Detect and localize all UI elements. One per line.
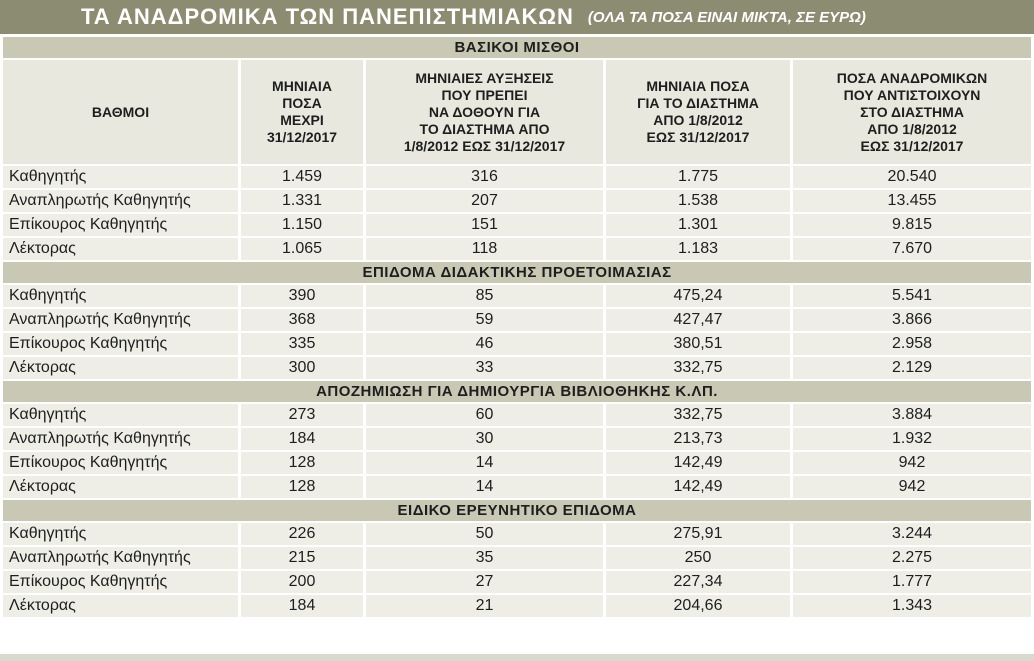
value-cell: 390 [241, 285, 363, 307]
header-line: ΜΕΧΡΙ [280, 112, 324, 128]
value-cell: 50 [366, 523, 603, 545]
value-cell: 1.150 [241, 214, 363, 236]
rank-cell: Αναπληρωτής Καθηγητής [3, 190, 238, 212]
value-cell: 33 [366, 357, 603, 379]
value-cell: 128 [241, 452, 363, 474]
section-title: ΕΙΔΙΚΟ ΕΡΕΥΝΗΤΙΚΟ ΕΠΙΔΟΜΑ [3, 500, 1031, 521]
section-row [3, 500, 1031, 521]
column-header-monthly-increases [366, 60, 603, 164]
table-row [3, 285, 1031, 307]
value-cell: 60 [366, 404, 603, 426]
value-cell: 14 [366, 452, 603, 474]
value-cell: 332,75 [606, 404, 790, 426]
header-row [3, 60, 1031, 164]
header-line: ΜΗΝΙΑΙΑ ΠΟΣΑ [646, 78, 750, 94]
rank-cell: Επίκουρος Καθηγητής [3, 333, 238, 355]
rank-cell: Επίκουρος Καθηγητής [3, 571, 238, 593]
value-cell: 13.455 [793, 190, 1031, 212]
value-cell: 142,49 [606, 476, 790, 498]
table-row [3, 476, 1031, 498]
header-line: ΒΑΘΜΟΙ [91, 103, 150, 120]
value-cell: 1.538 [606, 190, 790, 212]
table-row [3, 547, 1031, 569]
value-cell: 3.244 [793, 523, 1031, 545]
value-cell: 204,66 [606, 595, 790, 617]
rank-cell: Αναπληρωτής Καθηγητής [3, 309, 238, 331]
value-cell: 227,34 [606, 571, 790, 593]
column-header-monthly-for-period [606, 60, 790, 164]
value-cell: 380,51 [606, 333, 790, 355]
header-line: ΝΑ ΔΟΘΟΥΝ ΓΙΑ [428, 103, 541, 120]
value-cell: 151 [366, 214, 603, 236]
rank-cell: Καθηγητής [3, 166, 238, 188]
rank-cell: Καθηγητής [3, 523, 238, 545]
section-row [3, 381, 1031, 402]
value-cell: 27 [366, 571, 603, 593]
value-cell: 300 [241, 357, 363, 379]
value-cell: 3.884 [793, 404, 1031, 426]
page-title: ΤΑ ΑΝΑΔΡΟΜΙΚΑ ΤΩΝ ΠΑΝΕΠΙΣΤΗΜΙΑΚΩΝ [81, 4, 574, 29]
header-line: ΑΠΟ 1/8/2012 [867, 120, 957, 137]
section-title: ΒΑΣΙΚΟΙ ΜΙΣΘΟΙ [3, 37, 1031, 58]
value-cell: 46 [366, 333, 603, 355]
header-line: ΑΠΟ 1/8/2012 [653, 112, 743, 128]
value-cell: 1.331 [241, 190, 363, 212]
header-line: ΤΟ ΔΙΑΣΤΗΜΑ ΑΠΟ [419, 120, 550, 137]
value-cell: 9.815 [793, 214, 1031, 236]
header-line: ΕΩΣ 31/12/2017 [646, 129, 750, 145]
title-bar [0, 0, 1034, 34]
retroactive-pay-table [0, 35, 1034, 619]
value-cell: 2.129 [793, 357, 1031, 379]
value-cell: 942 [793, 452, 1031, 474]
rank-cell: Καθηγητής [3, 285, 238, 307]
value-cell: 35 [366, 547, 603, 569]
value-cell: 1.777 [793, 571, 1031, 593]
value-cell: 5.541 [793, 285, 1031, 307]
value-cell: 1.183 [606, 238, 790, 260]
rank-cell: Επίκουρος Καθηγητής [3, 214, 238, 236]
column-header-rank [3, 60, 238, 164]
header-line: ΠΟΥ ΠΡΕΠΕΙ [441, 86, 528, 103]
value-cell: 207 [366, 190, 603, 212]
column-header-retroactive-amounts [793, 60, 1031, 164]
table-row [3, 238, 1031, 260]
value-cell: 30 [366, 428, 603, 450]
table-row [3, 357, 1031, 379]
value-cell: 275,91 [606, 523, 790, 545]
value-cell: 21 [366, 595, 603, 617]
header-line: ΠΟΣΑ [282, 95, 322, 111]
bottom-strip [0, 654, 1034, 661]
table-row [3, 190, 1031, 212]
value-cell: 250 [606, 547, 790, 569]
table-row [3, 428, 1031, 450]
value-cell: 332,75 [606, 357, 790, 379]
rank-cell: Λέκτορας [3, 476, 238, 498]
value-cell: 142,49 [606, 452, 790, 474]
table-row [3, 595, 1031, 617]
header-line: ΜΗΝΙΑΙΑ [272, 78, 332, 94]
value-cell: 942 [793, 476, 1031, 498]
header-line: ΣΤΟ ΔΙΑΣΤΗΜΑ [860, 103, 964, 120]
value-cell: 213,73 [606, 428, 790, 450]
table-row [3, 309, 1031, 331]
table-row [3, 452, 1031, 474]
table-row [3, 523, 1031, 545]
value-cell: 1.301 [606, 214, 790, 236]
value-cell: 184 [241, 595, 363, 617]
header-line: 31/12/2017 [266, 129, 338, 145]
value-cell: 85 [366, 285, 603, 307]
column-header-monthly-until-2017 [241, 60, 363, 164]
value-cell: 184 [241, 428, 363, 450]
header-line: 1/8/2012 ΕΩΣ 31/12/2017 [403, 137, 566, 154]
table-row [3, 404, 1031, 426]
table-row [3, 166, 1031, 188]
value-cell: 475,24 [606, 285, 790, 307]
value-cell: 59 [366, 309, 603, 331]
value-cell: 2.958 [793, 333, 1031, 355]
rank-cell: Λέκτορας [3, 357, 238, 379]
value-cell: 200 [241, 571, 363, 593]
value-cell: 3.866 [793, 309, 1031, 331]
rank-cell: Λέκτορας [3, 595, 238, 617]
rank-cell: Επίκουρος Καθηγητής [3, 452, 238, 474]
value-cell: 2.275 [793, 547, 1031, 569]
section-row [3, 37, 1031, 58]
table-row [3, 571, 1031, 593]
value-cell: 226 [241, 523, 363, 545]
header-line: ΓΙΑ ΤΟ ΔΙΑΣΤΗΜΑ [637, 95, 759, 111]
value-cell: 1.775 [606, 166, 790, 188]
value-cell: 1.459 [241, 166, 363, 188]
value-cell: 14 [366, 476, 603, 498]
section-row [3, 262, 1031, 283]
rank-cell: Αναπληρωτής Καθηγητής [3, 547, 238, 569]
title-note: (ΟΛΑ ΤΑ ΠΟΣΑ ΕΙΝΑΙ ΜΙΚΤΑ, ΣΕ ΕΥΡΩ) [587, 8, 866, 26]
header-line: ΜΗΝΙΑΙΕΣ ΑΥΞΗΣΕΙΣ [415, 69, 554, 86]
value-cell: 427,47 [606, 309, 790, 331]
header-line: ΠΟΥ ΑΝΤΙΣΤΟΙΧΟΥΝ [843, 86, 981, 103]
value-cell: 273 [241, 404, 363, 426]
value-cell: 368 [241, 309, 363, 331]
value-cell: 7.670 [793, 238, 1031, 260]
value-cell: 335 [241, 333, 363, 355]
rank-cell: Αναπληρωτής Καθηγητής [3, 428, 238, 450]
table-row [3, 214, 1031, 236]
rank-cell: Καθηγητής [3, 404, 238, 426]
value-cell: 20.540 [793, 166, 1031, 188]
value-cell: 1.343 [793, 595, 1031, 617]
section-title: ΕΠΙΔΟΜΑ ΔΙΔΑΚΤΙΚΗΣ ΠΡΟΕΤΟΙΜΑΣΙΑΣ [3, 262, 1031, 283]
value-cell: 118 [366, 238, 603, 260]
table-row [3, 333, 1031, 355]
value-cell: 128 [241, 476, 363, 498]
section-title: ΑΠΟΖΗΜΙΩΣΗ ΓΙΑ ΔΗΜΙΟΥΡΓΙΑ ΒΙΒΛΙΟΘΗΚΗΣ Κ.ΛΠ. [3, 381, 1031, 402]
value-cell: 1.932 [793, 428, 1031, 450]
value-cell: 316 [366, 166, 603, 188]
header-line: ΕΩΣ 31/12/2017 [860, 137, 964, 154]
rank-cell: Λέκτορας [3, 238, 238, 260]
table-body [3, 37, 1031, 617]
header-line: ΠΟΣΑ ΑΝΑΔΡΟΜΙΚΩΝ [836, 69, 988, 86]
value-cell: 1.065 [241, 238, 363, 260]
value-cell: 215 [241, 547, 363, 569]
